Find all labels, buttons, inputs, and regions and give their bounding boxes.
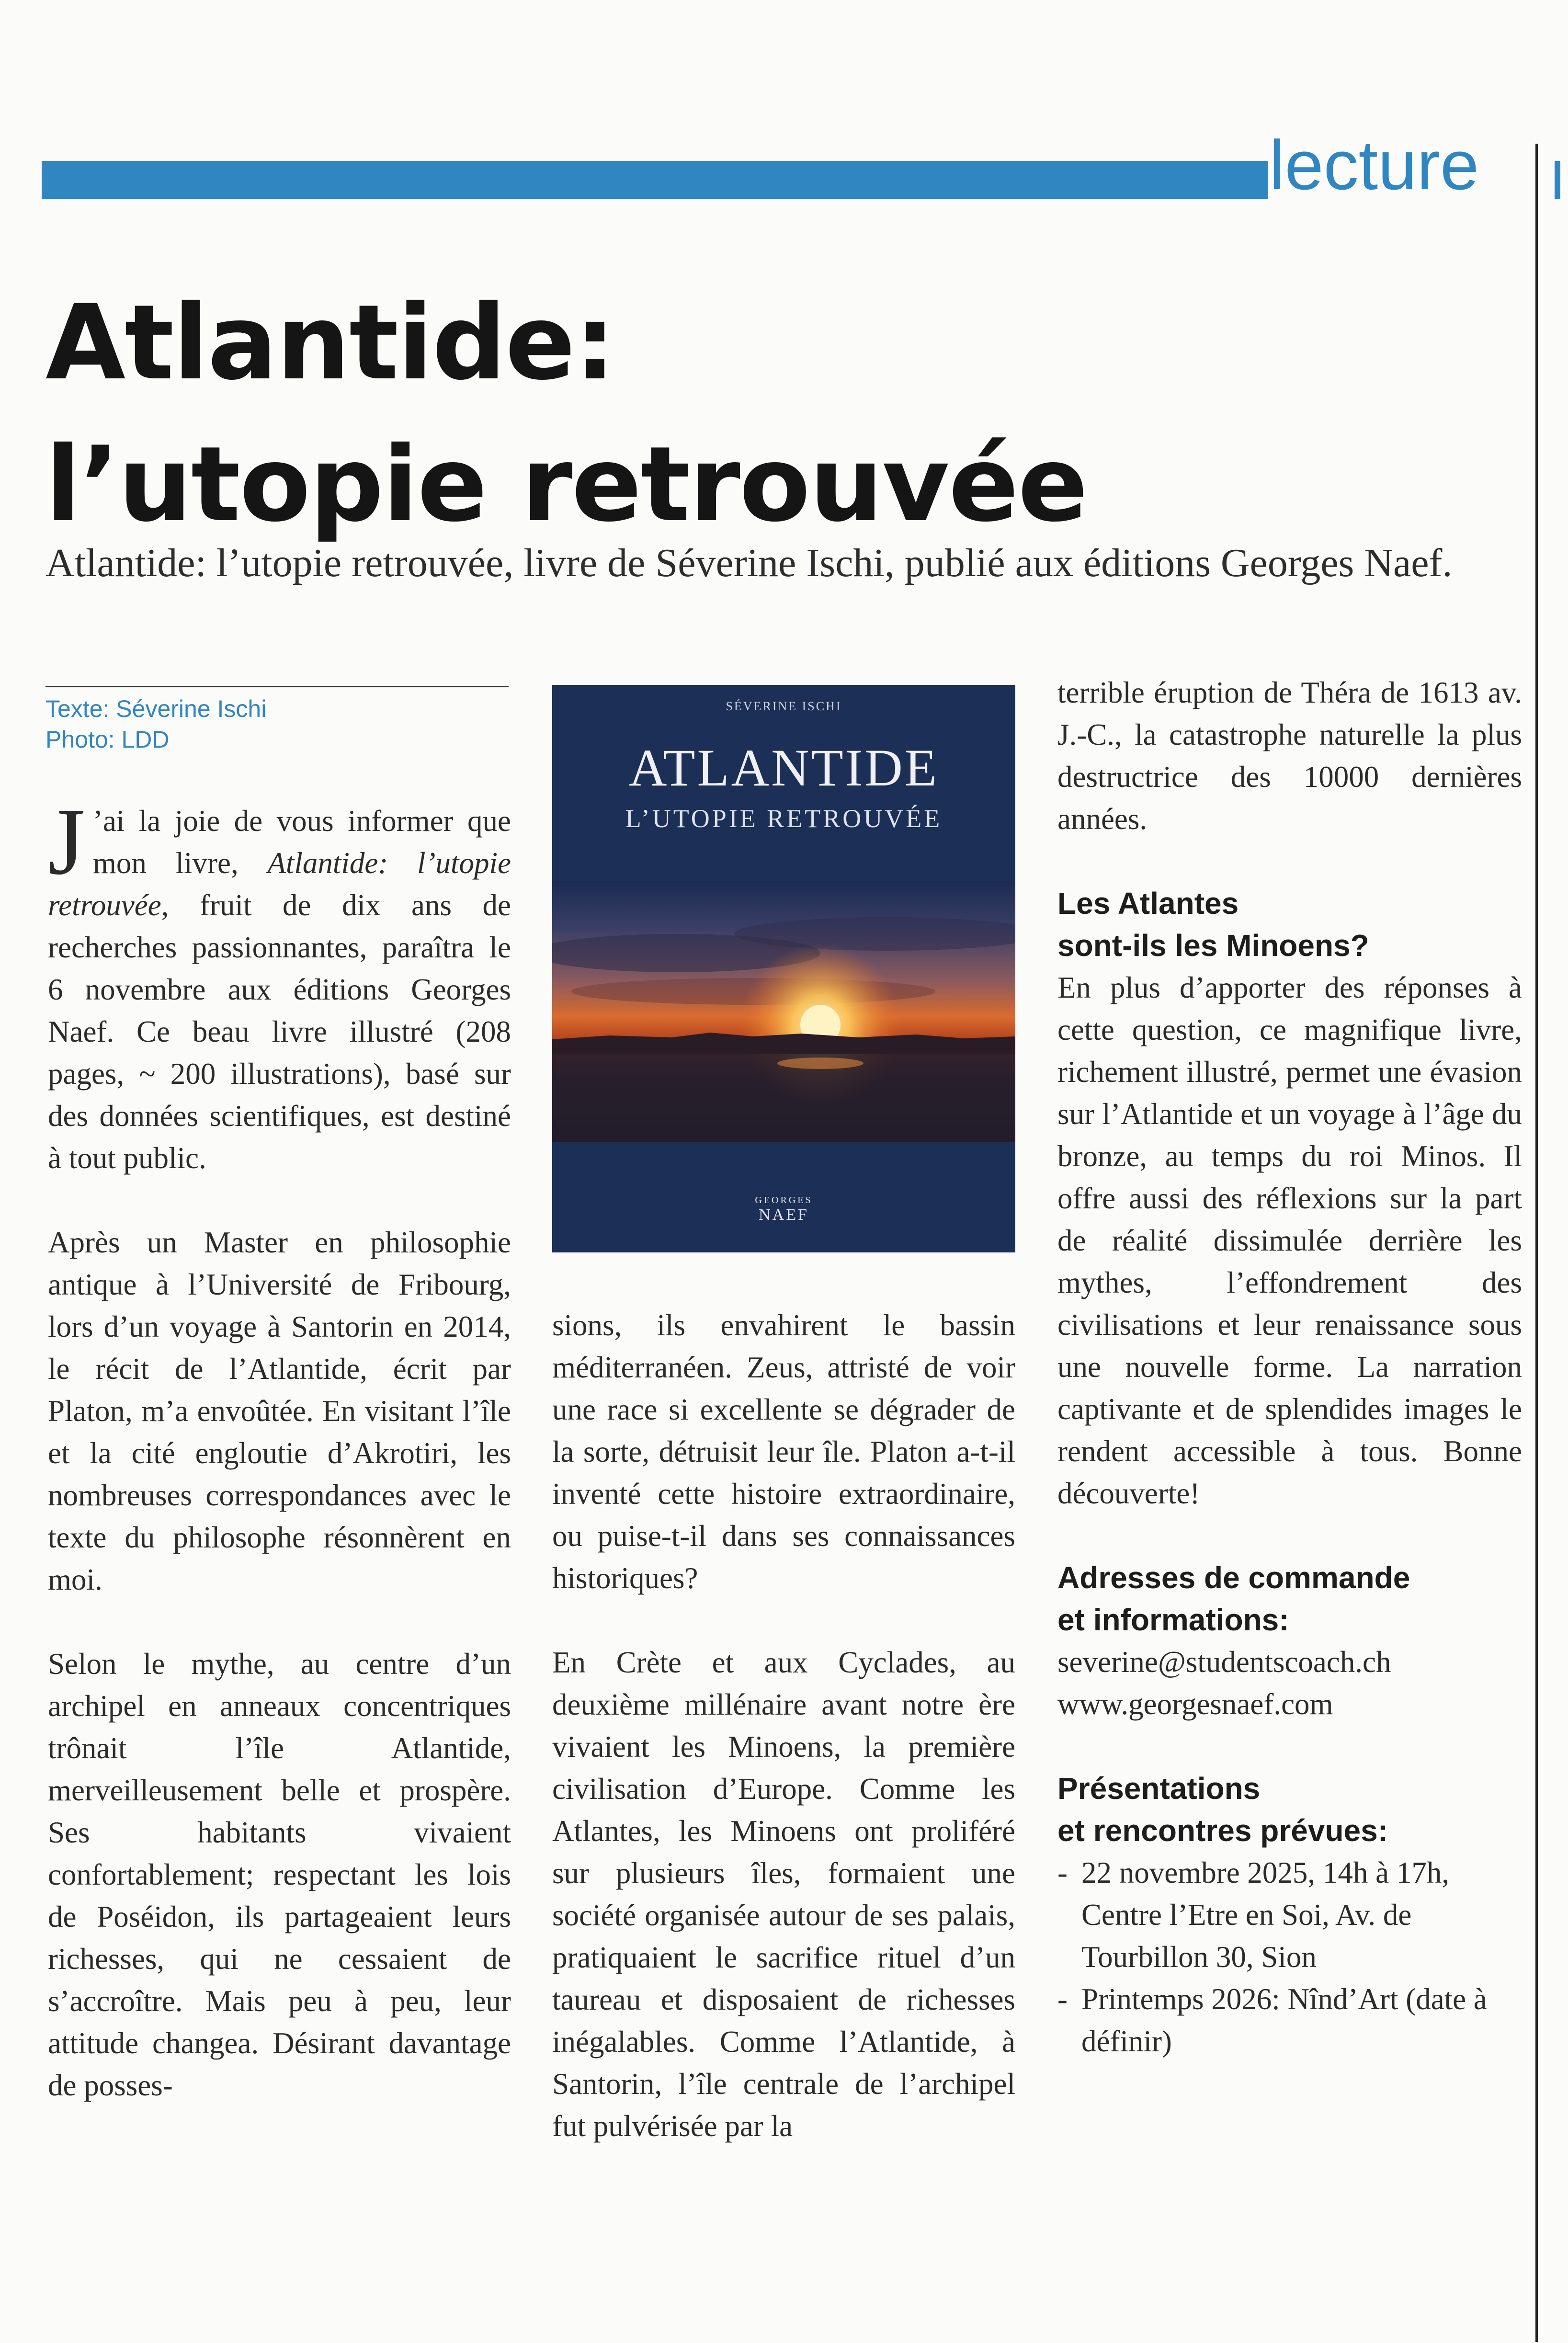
- section-heading: [1057, 882, 1522, 967]
- cover-sunset-photo: [552, 881, 1015, 1142]
- article-credits: [45, 694, 266, 755]
- paragraph: En Crète et aux Cyclades, au deuxième millénaire avant notre ère vivaient les Minoens, la première civilisation d’Europe. Comme les Atlantes, les Minoens ont proliféré sur plusieurs îles, formaient une société organisée autour de ses palais, pratiquaient le sacrifice rituel d’un taureau et disposaient de richesses inégalables. Comme l’Atlantide, à Santorin, l’île centrale de l’archipel fut pulvérisée par la: [552, 1646, 1015, 2143]
- heading-line: Présentations: [1057, 1771, 1261, 1806]
- title-line-2: l’utopie retrouvée: [45, 424, 1087, 545]
- drop-cap: J: [48, 789, 85, 895]
- heading-line: Les Atlantes: [1057, 886, 1239, 921]
- cover-author: SÉVERINE ISCHI: [726, 699, 842, 713]
- book-cover-image: [552, 685, 1015, 1252]
- article-column-1: [48, 789, 511, 2149]
- section-color-bar: [42, 161, 1268, 199]
- paragraph: sions, ils envahirent le bassin méditerranéen. Zeus, attristé de voir une race si excellente se dégrader de la sorte, détruisit leur île. Platon a-t-il inventé cette histoire extraordinaire, ou puise-t-il dans ses connaissances historiques?: [552, 1308, 1015, 1595]
- page-divider-line: [1535, 144, 1538, 2342]
- publisher-line-2: NAEF: [759, 1206, 809, 1224]
- heading-line: et rencontres prévues:: [1057, 1813, 1388, 1848]
- heading-line: Adresses de commande: [1057, 1560, 1410, 1595]
- cover-title: ATLANTIDE: [629, 739, 939, 797]
- heading-line: sont-ils les Minoens?: [1057, 928, 1369, 963]
- intro-paragraph: [48, 789, 511, 1179]
- article-subtitle: Atlantide: l’utopie retrouvée, livre de Séverine Ischi, publié aux éditions Georges Naef.: [45, 541, 1453, 585]
- article-title: [45, 272, 1087, 556]
- paragraph: Après un Master en philosophie antique à l’Université de Fribourg, lors d’un voyage à Santorin en 2014, le récit de l’Atlantide, écrit par Platon, m’a envoûtée. En visitant l’île et la cité engloutie d’Akrotiri, les nombreuses correspondances avec le texte du philosophe résonnèrent en moi.: [48, 1226, 511, 1596]
- contact-email: severine@studentscoach.ch: [1057, 1645, 1391, 1679]
- publisher-logo: [552, 1195, 1015, 1224]
- title-line-1: Atlantide:: [45, 283, 615, 403]
- paragraph: Selon le mythe, au centre d’un archipel en anneaux concentriques trônait l’île Atlantide, merveilleusement belle et prospère. Ses habitants vivaient confortablement; respectant les lois de Poséidon, ils partageaient leurs richesses, qui ne cessaient de s’accroître. Mais peu à peu, leur attitude changea. Désirant davantage de posses-: [48, 1647, 511, 2102]
- contact-website: www.georgesnaef.com: [1057, 1687, 1333, 1721]
- section-heading: [1057, 1557, 1522, 1641]
- event-item: - 22 novembre 2025, 14h à 17h, Centre l’Etre en Soi, Av. de Tourbillon 30, Sion: [1057, 1852, 1522, 1978]
- article-column-3: [1057, 671, 1522, 2062]
- credit-photo: Photo: LDD: [45, 726, 170, 753]
- events-list: [1057, 1852, 1522, 2062]
- credit-divider: [45, 686, 509, 687]
- article-column-2: [552, 1304, 1015, 2189]
- paragraph: En plus d’apporter des réponses à cette question, ce magnifique livre, richement illustré, permet une évasion sur l’Atlantide et un voyage à l’âge du bronze, au temps du roi Minos. Il offre aussi des réflexions sur la part de réalité dissimulée derrière les mythes, l’effondrement des civilisations et leur renaissance sous une nouvelle forme. La narration captivante et de splendides images le rendent accessible à tous. Bonne découverte!: [1057, 971, 1522, 1510]
- credit-text: Texte: Séverine Ischi: [45, 695, 267, 722]
- section-marker: [1555, 161, 1560, 199]
- event-item: - Printemps 2026: Nînd’Art (date à définir): [1057, 1978, 1522, 2062]
- section-heading: [1057, 1767, 1522, 1852]
- contact-block: [1057, 1641, 1522, 1725]
- intro-text-a: ’ai la joie de vous informer que mon livre,: [92, 804, 511, 880]
- heading-line: et informations:: [1057, 1603, 1289, 1637]
- section-rubric: lecture: [1269, 126, 1479, 204]
- intro-text-b: , fruit de dix ans de recherches passionnantes, paraîtra le 6 novembre aux éditions Georges Naef. Ce beau livre illustré (208 pages, ~ 200 illustrations), basé sur des données scientifiques, est destiné à tout public.: [48, 888, 511, 1175]
- cover-subtitle: L’UTOPIE RETROUVÉE: [625, 804, 943, 833]
- publisher-line-1: GEORGES: [755, 1195, 813, 1206]
- paragraph: terrible éruption de Théra de 1613 av. J.-C., la catastrophe naturelle la plus destructrice des 10000 dernières années.: [1057, 676, 1522, 836]
- book-title-italic: Atlantide: l’utopie retrouvée: [48, 846, 511, 922]
